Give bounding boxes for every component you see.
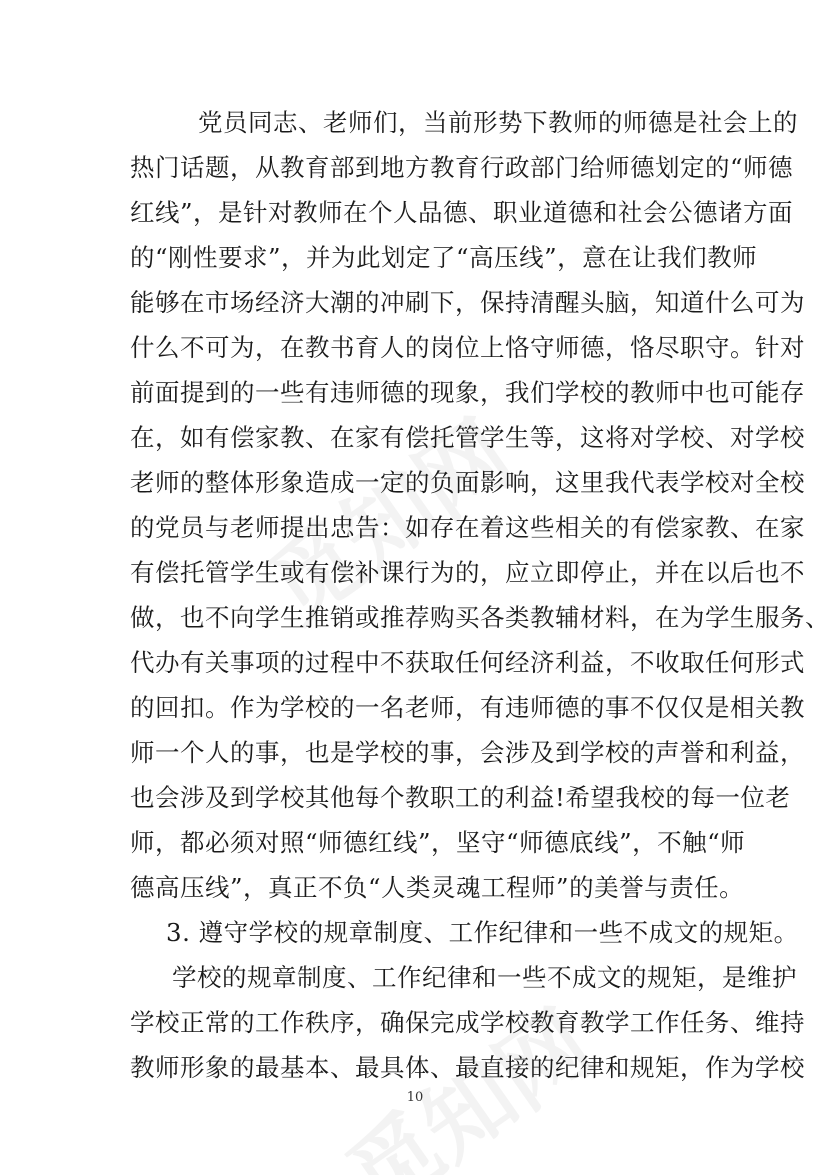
text-line-20: 学校的规章制度、工作纪律和一些不成文的规矩，是维护 (172, 963, 797, 992)
text-line-1: 党员同志、老师们，当前形势下教师的师德是社会上的 (198, 108, 798, 137)
text-line-12: 做，也不向学生推销或推荐购买各类教辅材料，在为学生服务、 (130, 603, 830, 632)
text-line-9: 老师的整体形象造成一定的负面影响，这里我代表学校对全校 (130, 468, 805, 497)
page-number: 10 (406, 1090, 424, 1105)
text-line-11: 有偿托管学生或有偿补课行为的，应立即停止，并在以后也不 (130, 558, 805, 587)
text-line-18: 德高压线”，真正不负“人类灵魂工程师”的美誉与责任。 (130, 873, 745, 902)
text-line-6: 什么不可为，在教书育人的岗位上恪守师德，恪尽职守。针对 (130, 333, 805, 362)
text-line-14: 的回扣。作为学校的一名老师，有违师德的事不仅仅是相关教 (130, 693, 805, 722)
text-line-10: 的党员与老师提出忠告：如存在着这些相关的有偿家教、在家 (130, 513, 805, 542)
text-line-17: 师，都必须对照“师德红线”，坚守“师德底线”，不触“师 (130, 828, 746, 857)
text-line-3: 红线”，是针对教师在个人品德、职业道德和社会公德诸方面 (130, 198, 794, 227)
text-line-15: 师一个人的事，也是学校的事，会涉及到学校的声誉和利益， (130, 738, 805, 767)
text-line-7: 前面提到的一些有违师德的现象，我们学校的教师中也可能存 (130, 378, 805, 407)
text-line-5: 能够在市场经济大潮的冲刷下，保持清醒头脑，知道什么可为 (130, 288, 805, 317)
text-line-4: 的“刚性要求”，并为此划定了“高压线”，意在让我们教师 (130, 243, 758, 272)
text-line-2: 热门话题，从教育部到地方教育行政部门给师德划定的“师德 (130, 153, 794, 182)
section-heading-3: 3. 遵守学校的规章制度、工作纪律和一些不成文的规矩。 (166, 918, 799, 947)
text-line-22: 教师形象的最基本、最具体、最直接的纪律和规矩，作为学校 (130, 1053, 805, 1082)
text-line-16: 也会涉及到学校其他每个教职工的利益!希望我校的每一位老 (130, 783, 791, 812)
text-line-21: 学校正常的工作秩序，确保完成学校教育教学工作任务、维持 (130, 1008, 805, 1037)
text-line-8: 在，如有偿家教、在家有偿托管学生等，这将对学校、对学校 (130, 423, 805, 452)
text-line-13: 代办有关事项的过程中不获取任何经济利益，不收取任何形式 (130, 648, 805, 677)
